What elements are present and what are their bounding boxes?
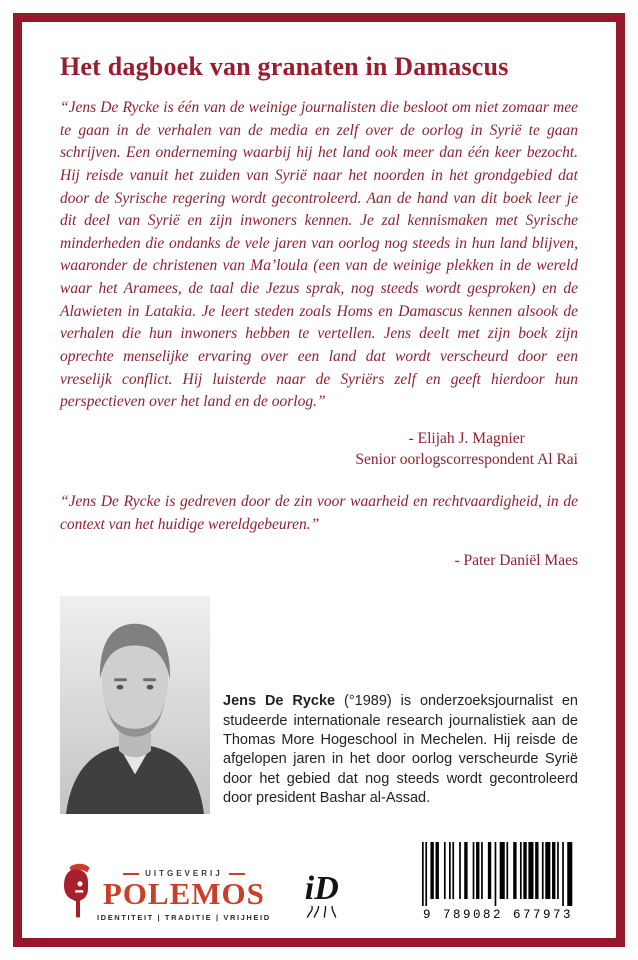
cover-footer: [60, 840, 578, 924]
publisher-tagline: IDENTITEIT | TRADITIE | VRIJHEID: [97, 913, 271, 922]
author-portrait-illustration: [60, 596, 210, 814]
imprint-logo: [304, 870, 339, 918]
attribution-2: [60, 550, 578, 572]
rule-left: [123, 873, 139, 875]
author-name: Jens De Rycke: [223, 693, 336, 710]
publisher-logo: [60, 862, 271, 922]
isbn-number: 9 789082 677973: [422, 908, 574, 922]
id-roots-icon: [305, 906, 339, 918]
barcode: [418, 840, 578, 922]
publisher-name: POLEMOS: [102, 876, 265, 912]
attribution-1-role: Senior oorlogscorrespondent Al Rai: [355, 451, 578, 469]
author-bio-section: [60, 596, 578, 814]
page-title: Het dagboek van granaten in Damascus: [60, 52, 509, 81]
attribution-1: [60, 428, 578, 471]
author-portrait-photo: [60, 596, 210, 814]
imprint-text: iD: [304, 870, 339, 908]
author-bio-text: [223, 692, 578, 814]
spartan-helmet-icon: [60, 862, 92, 920]
attribution-2-name: - Pater Daniël Maes: [454, 552, 578, 570]
review-quote-2: “Jens De Rycke is gedreven door de zin voor waarheid en rechtvaardigheid, in de context van het huidige wereldgebeuren.”: [60, 493, 578, 533]
rule-right: [229, 873, 245, 875]
author-bio-body: (°1989) is onderzoeksjournalist en studeerde internationale research journalistiek aan de Thomas More Hogeschool in Mechelen. Hij reisde de afgelopen jaren in het door oorlog verscheurde Syrië door het gebied dat nog steeds wordt gecontroleerd door president Bashar al-Assad.: [223, 693, 578, 806]
barcode-bars: [422, 842, 574, 906]
publisher-wordmark: [97, 869, 271, 922]
publisher-top-text: UITGEVERIJ: [145, 869, 223, 879]
attribution-1-name: - Elijah J. Magnier: [408, 429, 525, 447]
cover-content: [22, 22, 616, 938]
review-quote-1: “Jens De Rycke is één van de weinige journalisten die besloot om niet zomaar mee te gaan in de verhalen van de media en zelf over de oorlog in Syrië te gaan schrijven. Een onderneming waarbij hij het land ook meer dan één keer bezocht. Hij reisde vanuit het zuiden van Syrië naar het noorden in het grondgebied dat door de Syrische regering wordt gecontroleerd. Aan de hand van dit boek leer je dit deel van Syrië en zijn inwoners kennen. Je zal kennismaken met Syrische minderheden die ondanks de vele jaren van oorlog nog steeds in hun land blijven, waaronder de christenen van Ma’loula (een van de weinige plekken in de wereld waar het Aramees, de taal die Jezus sprak, nog steeds wordt gesproken) en de Alawieten in Latakia. Je leert steden zoals Homs en Damascus kennen alsook de verhalen die hun inwoners hebben te vertellen. Jens deelt met zijn boek zijn oprechte menselijke ervaring over een land dat wordt verscheurd door een vreselijk conflict. Hij luisterde naar de Syriërs zelf en geeft hierdoor hun perspectieven over het land en de oorlog.”: [60, 99, 578, 411]
